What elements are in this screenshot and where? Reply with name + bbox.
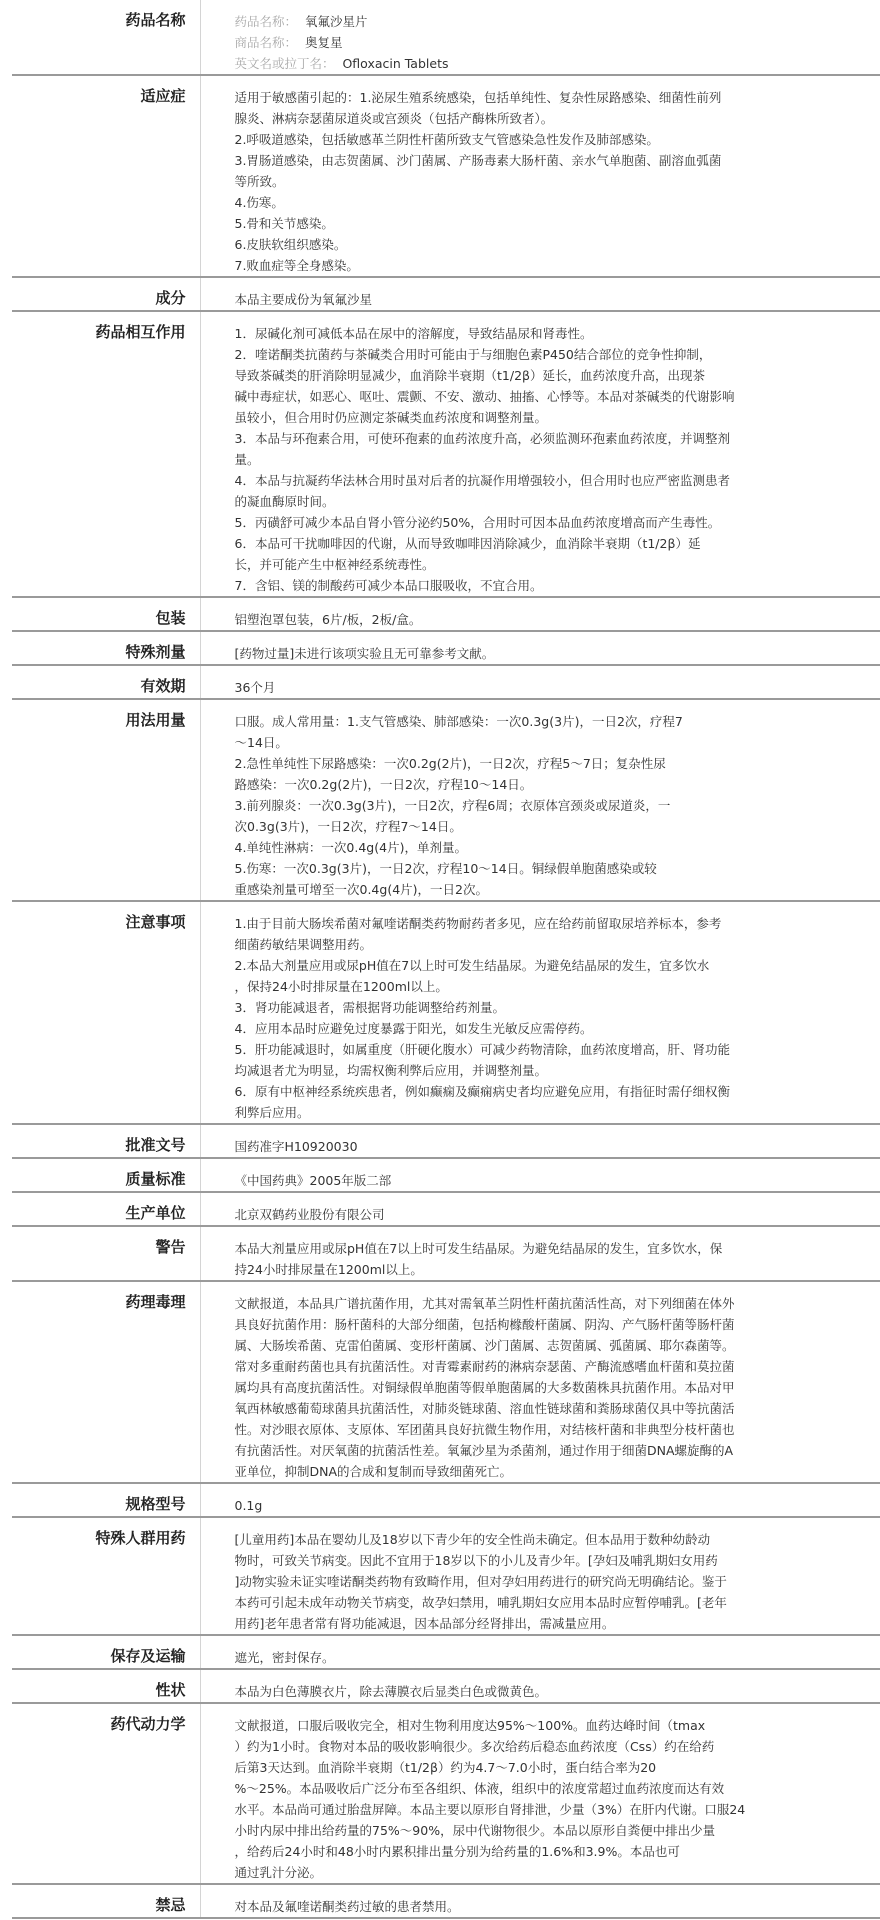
special-population-text: [儿童用药]本品在婴幼儿及18岁以下青少年的安全性尚未确定。但本品用于数种幼龄动 物时，可致关节病变。因此不宜用于18岁以下的小儿及青少年。[孕妇及哺乳期妇女用药 ]动物实验未证实喹诺酮类药物有致畸作用，但对孕妇用药进行的研究尚无明确结论。鉴于 本药可引起未成年动物关节病变，故孕妇禁用，哺乳期妇女应用本品时应暂停哺乳。[老年 用药]老年患者常有肾功能减退，因本品部分经肾排出，需减量应用。 <box>234 1532 727 1631</box>
specification-text: 0.1g <box>234 1498 263 1513</box>
row-interactions <box>12 311 880 597</box>
manufacturer-text: 北京双鹤药业股份有限公司 <box>234 1207 385 1222</box>
row-value <box>200 597 880 631</box>
generic-name-key: 药品名称： <box>234 14 298 29</box>
generic-name-value: 氧氟沙星片 <box>304 14 368 29</box>
interactions-text: 1．尿碱化剂可减低本品在尿中的溶解度，导致结晶尿和肾毒性。 2．喹诺酮类抗菌药与茶碱类合用时可能由于与细胞色素P450结合部位的竞争性抑制， 导致茶碱类的肝消除明显减少，血消除半衰期（t1/2β）延长，血药浓度升高，出现茶 碱中毒症状，如恶心、呕吐、震颤、不安、激动、抽搐、心悸等。本品对茶碱类的代谢影响 虽较小，但合用时仍应测定茶碱类血药浓度和调整剂量。 3．本品与环孢素合用，可使环孢素的血药浓度升高，必须监测环孢素血药浓度，并调整剂 量。 4．本品与抗凝药华法林合用时虽对后者的抗凝作用增强较小，但合用时也应严密监测患者 的凝血酶原时间。 5．丙磺舒可减少本品自肾小管分泌约50%，合用时可因本品血药浓度增高而产生毒性。 6．本品可干扰咖啡因的代谢，从而导致咖啡因消除减少，血消除半衰期（t1/2β）延 长，并可能产生中枢神经系统毒性。 7．含铝、镁的制酸药可减少本品口服吸收，不宜合用。 <box>234 326 735 593</box>
row-label: 药品名称 <box>12 0 200 75</box>
trade-name-key: 商品名称： <box>234 35 298 50</box>
row-approval <box>12 1124 880 1158</box>
row-special-population <box>12 1517 880 1635</box>
row-value <box>200 699 880 901</box>
generic-name-line <box>235 11 875 32</box>
row-value <box>200 901 880 1124</box>
row-label: 警告 <box>12 1226 200 1281</box>
row-label: 包装 <box>12 597 200 631</box>
row-label: 生产单位 <box>12 1192 200 1226</box>
storage-text: 遮光，密封保存。 <box>234 1650 335 1665</box>
row-label: 质量标准 <box>12 1158 200 1192</box>
row-drug-name <box>12 0 880 75</box>
row-label: 适应症 <box>12 75 200 277</box>
row-ingredients <box>12 277 880 311</box>
special-dosage-text: [药物过量]未进行该项实验且无可靠参考文献。 <box>234 646 495 661</box>
row-label: 规格型号 <box>12 1483 200 1517</box>
row-value <box>200 75 880 277</box>
row-label: 药品相互作用 <box>12 311 200 597</box>
english-name-key: 英文名或拉丁名： <box>234 56 335 71</box>
indications-text: 适用于敏感菌引起的：1.泌尿生殖系统感染，包括单纯性、复杂性尿路感染、细菌性前列 腺炎、淋病奈瑟菌尿道炎或宫颈炎（包括产酶株所致者）。 2.呼吸道感染，包括敏感革兰阴性杆菌所致支气管感染急性发作及肺部感染。 3.胃肠道感染，由志贺菌属、沙门菌属、产肠毒素大肠杆菌、亲水气单胞菌、副溶血弧菌 等所致。 4.伤寒。 5.骨和关节感染。 6.皮肤软组织感染。 7.败血症等全身感染。 <box>234 90 722 273</box>
row-standard <box>12 1158 880 1192</box>
row-label: 药代动力学 <box>12 1703 200 1884</box>
ingredients-text: 本品主要成份为氧氟沙星 <box>234 292 373 307</box>
row-value <box>200 1884 880 1918</box>
row-dosage <box>12 699 880 901</box>
row-label: 特殊人群用药 <box>12 1517 200 1635</box>
row-label: 性状 <box>12 1669 200 1703</box>
row-specification <box>12 1483 880 1517</box>
standard-text: 《中国药典》2005年版二部 <box>234 1173 392 1188</box>
row-storage <box>12 1635 880 1669</box>
precautions-text: 1.由于目前大肠埃希菌对氟喹诺酮类药物耐药者多见，应在给药前留取尿培养标本，参考 细菌药敏结果调整用药。 2.本品大剂量应用或尿pH值在7以上时可发生结晶尿。为避免结晶尿的发生，宜多饮水 ，保持24小时排尿量在1200ml以上。 3．肾功能减退者，需根据肾功能调整给药剂量。 4．应用本品时应避免过度暴露于阳光，如发生光敏反应需停药。 5．肝功能减退时，如属重度（肝硬化腹水）可减少药物清除，血药浓度增高，肝、肾功能 均减退者尤为明显，均需权衡利弊后应用，并调整剂量。 6．原有中枢神经系统疾患者，例如癫痫及癫痫病史者均应避免应用，有指征时需仔细权衡 利弊后应用。 <box>234 916 730 1120</box>
row-label: 药理毒理 <box>12 1281 200 1483</box>
row-label: 成分 <box>12 277 200 311</box>
row-value <box>200 631 880 665</box>
row-value <box>200 1517 880 1635</box>
row-value <box>200 0 880 75</box>
row-precautions <box>12 901 880 1124</box>
package-text: 铝塑泡罩包装，6片/板，2板/盒。 <box>234 612 422 627</box>
row-value <box>200 1483 880 1517</box>
row-value <box>200 277 880 311</box>
row-label: 批准文号 <box>12 1124 200 1158</box>
row-value <box>200 1192 880 1226</box>
row-label: 保存及运输 <box>12 1635 200 1669</box>
row-pharmacology <box>12 1281 880 1483</box>
pharmacokinetics-text: 文献报道，口服后吸收完全，相对生物利用度达95%～100%。血药达峰时间（tmax ）约为1小时。食物对本品的吸收影响很少。多次给药后稳态血药浓度（Css）约在给药 后第3天达到。血消除半衰期（t1/2β）约为4.7～7.0小时，蛋白结合率为20 %～25%。本品吸收后广泛分布至各组织、体液，组织中的浓度常超过血药浓度而达有效 水平。本品尚可通过胎盘屏障。本品主要以原形自肾排泄，少量（3%）在肝内代谢。口服24 小时内尿中排出给药量的75%～90%，尿中代谢物很少。本品以原形自粪便中排出少量 ，给药后24小时和48小时内累积排出量分别为给药量的1.6%和3.9%。本品也可 通过乳汁分泌。 <box>234 1718 746 1880</box>
appearance-text: 本品为白色薄膜衣片，除去薄膜衣后显类白色或微黄色。 <box>234 1684 548 1699</box>
warning-text: 本品大剂量应用或尿pH值在7以上时可发生结晶尿。为避免结晶尿的发生，宜多饮水，保 持24小时排尿量在1200ml以上。 <box>234 1241 723 1277</box>
english-name-value: Ofloxacin Tablets <box>342 56 449 71</box>
pharmacology-text: 文献报道，本品具广谱抗菌作用，尤其对需氧革兰阴性杆菌抗菌活性高，对下列细菌在体外 具良好抗菌作用：肠杆菌科的大部分细菌，包括枸橼酸杆菌属、阴沟、产气肠杆菌等肠杆菌 属、大肠埃希菌、克雷伯菌属、变形杆菌属、沙门菌属、志贺菌属、弧菌属、耶尔森菌等。 常对多重耐药菌也具有抗菌活性。对青霉素耐药的淋病奈瑟菌、产酶流感嗜血杆菌和莫拉菌 属均具有高度抗菌活性。对铜绿假单胞菌等假单胞菌属的大多数菌株具抗菌作用。本品对甲 氧西林敏感葡萄球菌具抗菌活性，对肺炎链球菌、溶血性链球菌和粪肠球菌仅具中等抗菌活 性。对沙眼衣原体、支原体、军团菌具良好抗微生物作用，对结核杆菌和非典型分枝杆菌也 有抗菌活性。对厌氧菌的抗菌活性差。氧氟沙星为杀菌剂，通过作用于细菌DNA螺旋酶的A 亚单位，抑制DNA的合成和复制而导致细菌死亡。 <box>234 1296 735 1479</box>
row-value <box>200 1158 880 1192</box>
row-label: 禁忌 <box>12 1884 200 1918</box>
row-label: 特殊剂量 <box>12 631 200 665</box>
trade-name-line <box>235 32 875 53</box>
row-value <box>200 1669 880 1703</box>
dosage-text: 口服。成人常用量：1.支气管感染、肺部感染：一次0.3g(3片)，一日2次，疗程7 ～14日。 2.急性单纯性下尿路感染：一次0.2g(2片)，一日2次，疗程5～7日；复杂性尿 路感染：一次0.2g(2片)，一日2次，疗程10～14日。 3.前列腺炎：一次0.3g(3片)，一日2次，疗程6周；衣原体宫颈炎或尿道炎，一 次0.3g(3片)，一日2次，疗程7～14日。 4.单纯性淋病：一次0.4g(4片)，单剂量。 5.伤寒：一次0.3g(3片)，一日2次，疗程10～14日。铜绿假单胞菌感染或较 重感染剂量可增至一次0.4g(4片)，一日2次。 <box>234 714 683 897</box>
row-contraindications <box>12 1884 880 1918</box>
row-pharmacokinetics <box>12 1703 880 1884</box>
row-indications <box>12 75 880 277</box>
trade-name-value: 奥复星 <box>304 35 343 50</box>
row-value <box>200 665 880 699</box>
row-value <box>200 1281 880 1483</box>
row-package <box>12 597 880 631</box>
row-appearance <box>12 1669 880 1703</box>
drug-spec-table <box>12 0 880 1919</box>
row-value <box>200 1226 880 1281</box>
row-value <box>200 1124 880 1158</box>
validity-text: 36个月 <box>234 680 276 695</box>
english-name-line <box>235 53 875 74</box>
row-label: 注意事项 <box>12 901 200 1124</box>
row-value <box>200 1635 880 1669</box>
row-special-dosage <box>12 631 880 665</box>
row-label: 有效期 <box>12 665 200 699</box>
row-manufacturer <box>12 1192 880 1226</box>
row-label: 用法用量 <box>12 699 200 901</box>
row-warning <box>12 1226 880 1281</box>
contraindications-text: 对本品及氟喹诺酮类药过敏的患者禁用。 <box>234 1899 460 1914</box>
row-value <box>200 1703 880 1884</box>
approval-text: 国药准字H10920030 <box>234 1139 358 1154</box>
row-value <box>200 311 880 597</box>
row-validity <box>12 665 880 699</box>
